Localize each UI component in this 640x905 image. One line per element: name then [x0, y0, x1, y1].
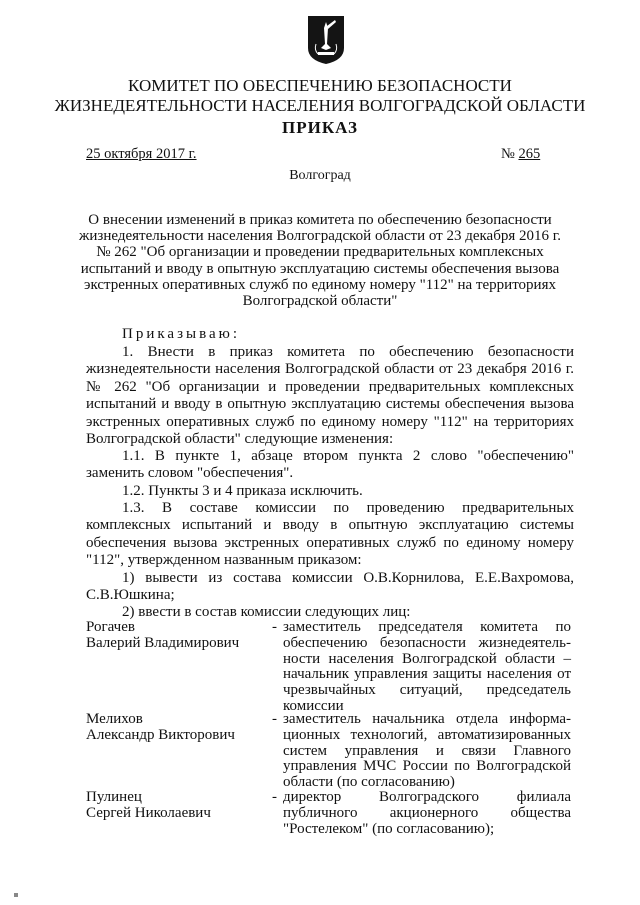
member-position: заместитель начальника отдела информа-ционных технологий, автоматизированных систем управления и связи Главного управления МЧС России по Волгоградской области (по согласованию)	[283, 711, 571, 791]
paragraph-1-3-2: 2) ввести в состав комиссии следующих лиц:	[122, 604, 411, 620]
member-row	[86, 619, 574, 714]
member-position: заместитель председателя комитета по обеспечению безопасности жизнедеятель-ности населения Волгоградской области – начальник управления защиты населения от чрезвычайных ситуаций, председатель комиссии	[283, 619, 571, 714]
document-subject	[60, 212, 580, 309]
paragraph-1-2: 1.2. Пункты 3 и 4 приказа исключить.	[122, 483, 363, 499]
paragraph-1-1: 1.1. В пункте 1, абзаце втором пункта 2 слово "обеспечению" заменить словом "обеспечения".	[86, 448, 574, 482]
member-dash: -	[272, 789, 277, 805]
member-surname: Пулинец	[86, 789, 142, 805]
order-word: Приказываю:	[122, 326, 240, 342]
paragraph-1-3: 1.3. В составе комиссии по проведению предварительных комплексных испытаний и вводу в опытную эксплуатацию системы обеспечения вызова экстренных оперативных служб по единому номеру "112", утвержденном названным приказом:	[86, 500, 574, 569]
city: Волгоград	[289, 168, 351, 183]
member-given-names: Александр Викторович	[86, 726, 235, 743]
member-row	[86, 790, 574, 840]
number-value: 265	[518, 146, 541, 162]
member-row	[86, 712, 574, 792]
member-dash: -	[272, 619, 277, 635]
member-given-names: Валерий Владимирович	[86, 634, 240, 651]
org-line-1: КОМИТЕТ ПО ОБЕСПЕЧЕНИЮ БЕЗОПАСНОСТИ	[128, 76, 512, 95]
subject-line: О внесении изменений в приказ комитета по обеспечению безопасности	[88, 212, 552, 228]
organization-name	[0, 76, 640, 116]
subject-line: Волгоградской области"	[242, 293, 398, 310]
document-number	[501, 146, 540, 163]
coat-of-arms-icon	[306, 14, 346, 66]
member-surname: Мелихов	[86, 711, 143, 727]
document-date: 25 октября 2017 г.	[86, 146, 197, 162]
paragraph-1-3-1: 1) вывести из состава комиссии О.В.Корнилова, Е.Е.Вахромова, С.В.Юшкина;	[86, 570, 574, 604]
number-prefix: №	[501, 146, 515, 162]
subject-line: жизнедеятельности населения Волгоградской области от 23 декабря 2016 г.	[79, 228, 561, 245]
member-name	[86, 620, 276, 652]
document-type: ПРИКАЗ	[282, 118, 358, 137]
member-dash: -	[272, 711, 277, 727]
subject-line: экстренных оперативных служб по единому номеру "112" на территориях	[84, 276, 556, 293]
member-given-names: Сергей Николаевич	[86, 804, 211, 821]
member-surname: Рогачев	[86, 619, 135, 635]
member-name	[86, 790, 276, 822]
member-name	[86, 712, 276, 744]
scan-mark	[14, 893, 18, 897]
subject-line: № 262 "Об организации и проведении предварительных комплексных	[96, 244, 544, 261]
org-line-2: ЖИЗНЕДЕЯТЕЛЬНОСТИ НАСЕЛЕНИЯ ВОЛГОГРАДСКОЙ ОБЛАСТИ	[54, 96, 586, 115]
member-position: директор Волгоградского филиала публичного акционерного общества "Ростелеком" (по согласованию);	[283, 789, 571, 837]
paragraph-1: 1. Внести в приказ комитета по обеспечению безопасности жизнедеятельности населения Волгоградской области от 23 декабря 2016 г. № 262 "Об организации и проведении предварительных комплексных испытаний и вводу в опытную эксплуатацию системы обеспечения вызова экстренных оперативных служб по единому номеру "112" на территориях Волгоградской области" следующие изменения:	[86, 344, 574, 448]
subject-line: испытаний и вводу в опытную эксплуатацию системы обеспечения вызова	[80, 260, 560, 277]
